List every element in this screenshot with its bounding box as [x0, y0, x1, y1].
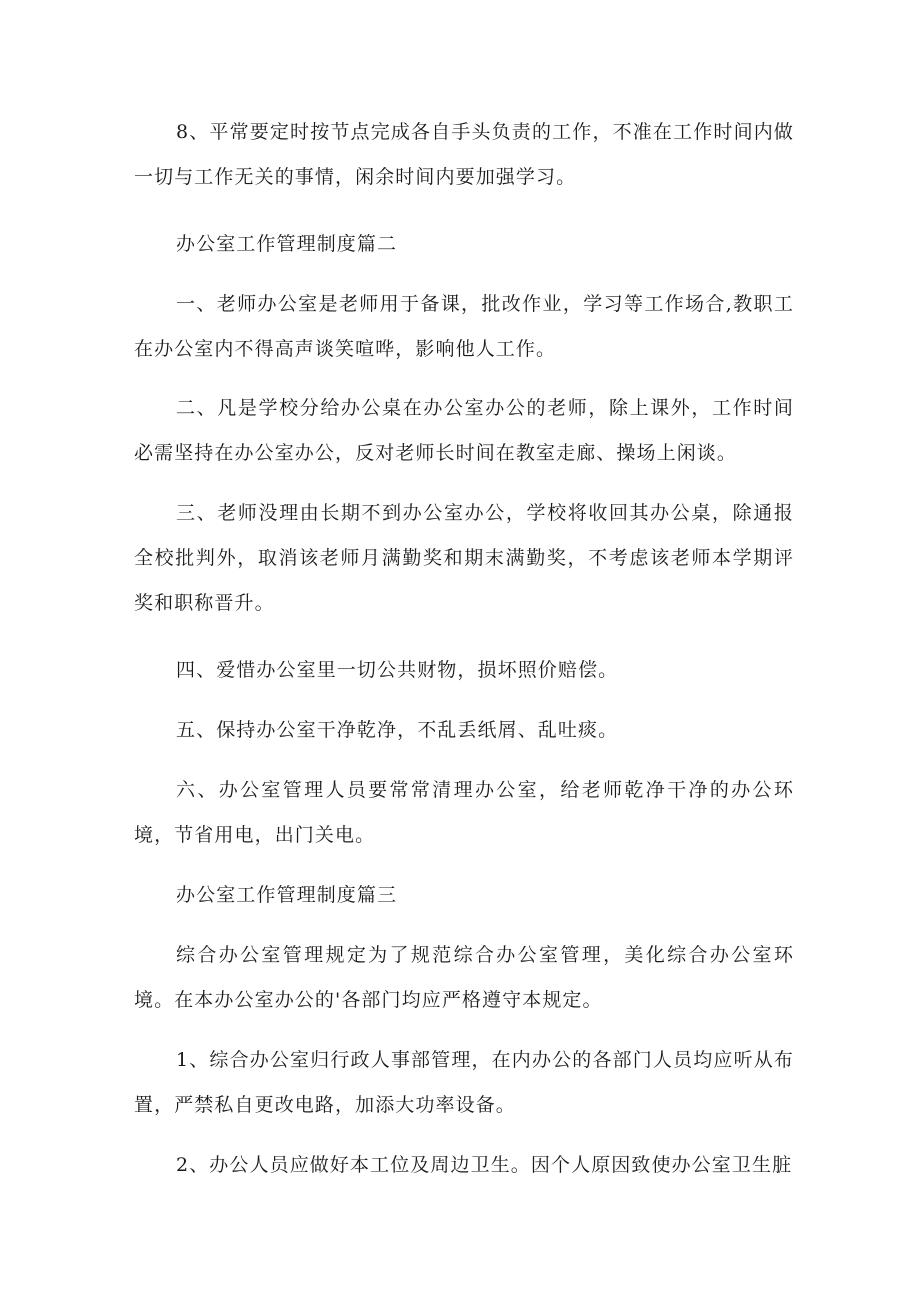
- paragraph-rule-1: 一、老师办公室是老师用于备课，批改作业，学习等工作场合,教职工在办公室内不得高声谈笑喧哗，影响他人工作。: [134, 293, 794, 360]
- paragraph-intro: 综合办公室管理规定为了规范综合办公室管理，美化综合办公室环境。在本办公室办公的'各部门均应严格遵守本规定。: [134, 944, 794, 1011]
- paragraph-rule-6: 六、办公室管理人员要常常清理办公室，给老师乾净干净的办公环境，节省用电，出门关电。: [134, 779, 794, 846]
- paragraph-item-8: 8、平常要定时按节点完成各自手头负责的工作，不准在工作时间内做一切与工作无关的事情，闲余时间内要加强学习。: [134, 121, 794, 188]
- paragraph-rule-4: 四、爱惜办公室里一切公共财物，损坏照价赔偿。: [176, 659, 619, 681]
- paragraph-rule-2: 二、凡是学校分给办公桌在办公室办公的老师，除上课外，工作时间必需坚持在办公室办公，反对老师长时间在教室走廊、操场上闲谈。: [134, 397, 794, 464]
- section-heading-part-three: 办公室工作管理制度篇三: [176, 884, 398, 906]
- paragraph-rule-5: 五、保持办公室干净乾净，不乱丢纸屑、乱吐痰。: [176, 719, 619, 741]
- paragraph-item-1: 1、综合办公室归行政人事部管理，在内办公的各部门人员均应听从布置，严禁私自更改电路，加添大功率设备。: [134, 1049, 794, 1116]
- paragraph-rule-3: 三、老师没理由长期不到办公室办公，学校将收回其办公桌，除通报全校批判外，取消该老师月满勤奖和期末满勤奖，不考虑该老师本学期评奖和职称晋升。: [134, 502, 794, 614]
- section-heading-part-two: 办公室工作管理制度篇二: [176, 233, 398, 255]
- paragraph-item-2: 2、办公人员应做好本工位及周边卫生。因个人原因致使办公室卫生脏: [176, 1154, 793, 1176]
